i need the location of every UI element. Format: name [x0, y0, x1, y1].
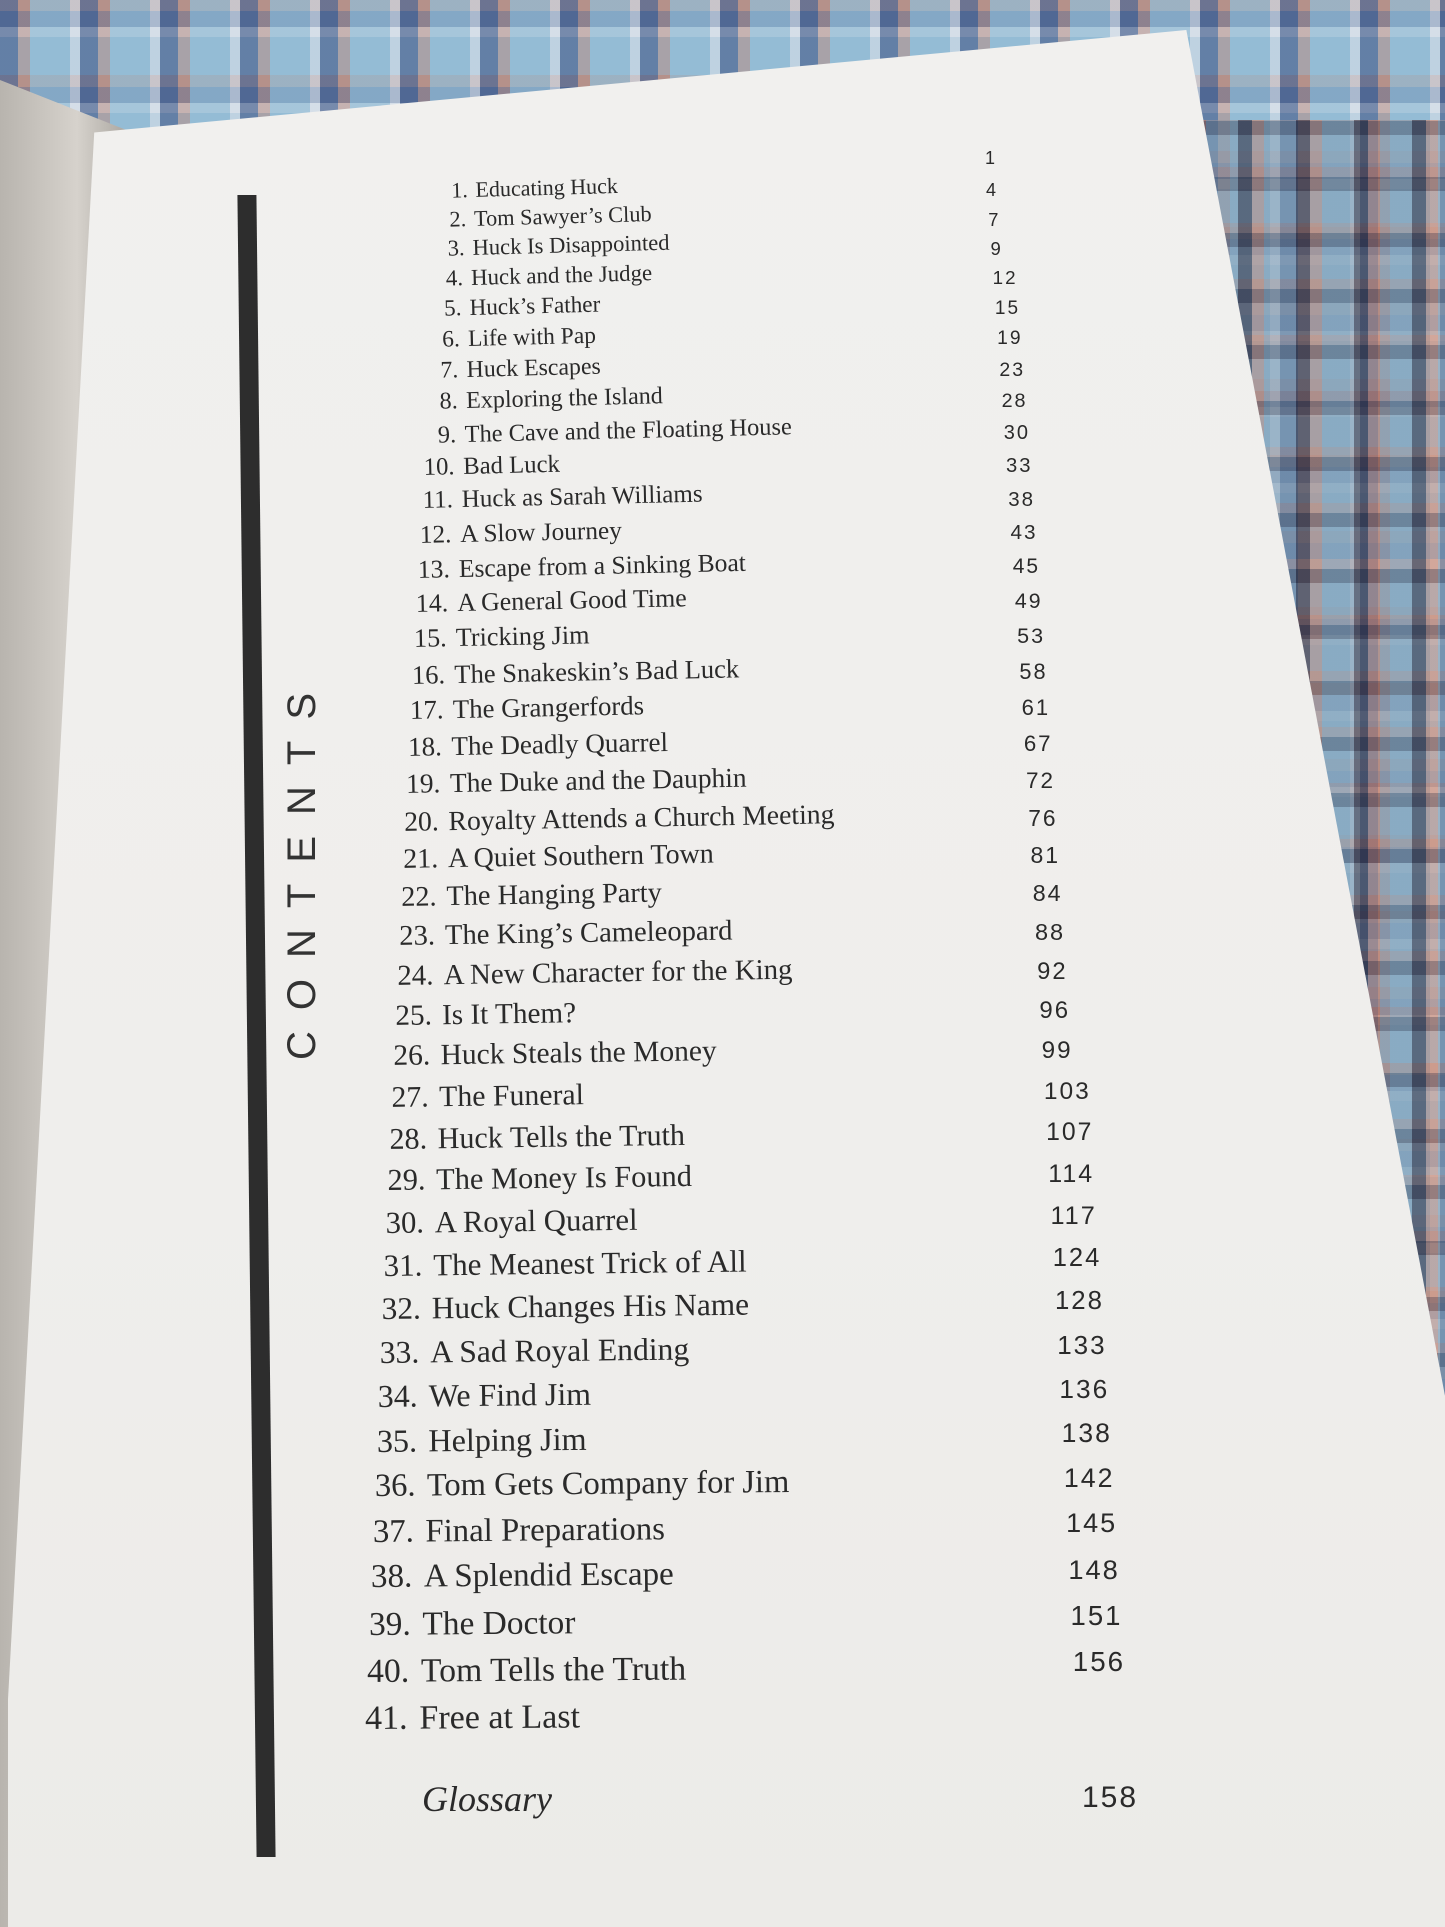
chapter-number: 26.	[393, 1039, 431, 1072]
toc-row	[433, 230, 670, 262]
toc-row	[419, 451, 560, 482]
toc-row	[410, 620, 590, 654]
chapter-title: Tom Gets Company for Jim	[426, 1464, 790, 1504]
chapter-number: 14.	[415, 588, 449, 619]
chapter-page-number: 136	[1059, 1374, 1110, 1405]
chapter-title: Huck’s Father	[469, 291, 601, 321]
chapter-page-number: 45	[1012, 554, 1041, 578]
chapter-page-number: 148	[1068, 1553, 1120, 1585]
chapter-number: 41.	[364, 1699, 408, 1737]
chapter-page-number: 88	[1034, 918, 1066, 945]
chapter-page-number: 99	[1041, 1037, 1073, 1065]
toc-row	[400, 798, 835, 838]
chapter-title: The Meanest Trick of All	[433, 1243, 748, 1283]
chapter-number: 24.	[396, 959, 434, 993]
chapter-title: Bad Luck	[462, 450, 560, 481]
chapter-number: 9.	[437, 420, 457, 449]
chapter-number: 1.	[450, 177, 469, 203]
chapter-title: A General Good Time	[456, 583, 687, 618]
chapter-number: 28.	[389, 1121, 428, 1156]
toc-row	[394, 915, 732, 953]
chapter-page-number: 84	[1032, 880, 1063, 907]
chapter-title: The Doctor	[422, 1604, 576, 1643]
chapter-page-number: 30	[1003, 422, 1031, 445]
toc-row	[391, 997, 577, 1033]
chapter-number: 23.	[398, 920, 435, 952]
toc-row	[417, 481, 702, 515]
chapter-title: The Duke and the Dauphin	[449, 762, 748, 798]
chapter-title: We Find Jim	[429, 1376, 592, 1414]
chapter-page-number: 38	[1008, 487, 1036, 511]
chapter-number: 4.	[445, 264, 464, 291]
chapter-page-number: 72	[1026, 767, 1056, 793]
chapter-number: 17.	[409, 694, 444, 726]
chapter-number: 32.	[381, 1290, 422, 1327]
chapter-title: A Sad Royal Ending	[430, 1331, 690, 1370]
toc-row	[362, 1650, 686, 1690]
chapter-title: The Grangerfords	[452, 690, 645, 725]
chapter-number: 11.	[422, 486, 454, 515]
chapter-title: Is It Them?	[441, 997, 577, 1032]
toc-row	[387, 1078, 584, 1115]
chapter-title: Huck as Sarah Williams	[461, 480, 703, 514]
toc-row	[360, 1698, 580, 1738]
chapter-number: 10.	[423, 453, 455, 482]
chapter-page-number: 117	[1050, 1201, 1097, 1230]
chapter-page-number: 7	[988, 208, 1001, 230]
glossary-label: Glossary	[422, 1779, 553, 1819]
chapter-number: 13.	[417, 553, 451, 584]
chapter-page-number: 49	[1014, 589, 1043, 614]
chapter-page-number: 96	[1039, 997, 1071, 1025]
chapter-page-number: 142	[1063, 1462, 1115, 1493]
chapter-number: 40.	[366, 1652, 410, 1690]
chapter-title: Tom Sawyer’s Club	[473, 200, 652, 231]
chapter-number: 19.	[406, 768, 441, 799]
toc-row	[383, 1159, 692, 1198]
chapter-page-number: 53	[1017, 623, 1046, 648]
toc-row	[437, 173, 618, 204]
chapter-number: 22.	[400, 881, 437, 914]
toc-row	[406, 691, 645, 727]
chapter-number: 30.	[385, 1205, 425, 1240]
chapter-page-number: 23	[999, 358, 1026, 381]
chapter-number: 15.	[413, 623, 447, 654]
chapter-title: A Splendid Escape	[423, 1556, 674, 1595]
chapter-number: 20.	[404, 805, 440, 837]
chapter-page-number: 12	[992, 267, 1018, 289]
chapter-page-number: 103	[1043, 1077, 1091, 1105]
toc-row	[429, 292, 601, 323]
chapter-page-number: 9	[990, 237, 1003, 259]
toc-row	[375, 1331, 690, 1371]
chapter-page-number: 15	[994, 297, 1021, 319]
chapter-page-number: 76	[1028, 804, 1058, 831]
chapter-page-number: 133	[1057, 1330, 1107, 1361]
chapter-title: Tricking Jim	[455, 620, 590, 653]
chapter-page-number: 43	[1010, 520, 1038, 544]
toc-row	[369, 1464, 789, 1505]
chapter-page-number: 33	[1006, 454, 1033, 477]
top-page-number: 1	[985, 148, 998, 168]
chapter-number: 34.	[378, 1378, 419, 1414]
chapter-title: Huck Is Disappointed	[472, 229, 670, 260]
chapter-number: 8.	[438, 388, 458, 416]
toc-row	[423, 384, 662, 417]
chapter-title: The Money Is Found	[436, 1159, 693, 1197]
contents-side-label: CONTENTS	[280, 672, 324, 1060]
toc-row	[431, 260, 653, 292]
toc-row	[427, 322, 597, 353]
chapter-title: A Royal Quarrel	[434, 1202, 638, 1239]
chapter-page-number: 61	[1021, 694, 1051, 720]
chapter-title: The Deadly Quarrel	[451, 726, 669, 761]
chapter-number: 12.	[419, 519, 452, 549]
chapter-page-number: 114	[1048, 1160, 1095, 1189]
chapter-title: Educating Huck	[475, 172, 619, 202]
toc-row	[368, 1511, 665, 1551]
chapter-number: 37.	[372, 1513, 414, 1550]
toc-row	[435, 201, 652, 233]
chapter-title: Huck Tells the Truth	[437, 1117, 686, 1156]
chapter-page-number: 92	[1037, 957, 1068, 985]
toc-row	[398, 838, 713, 875]
chapter-page-number: 67	[1023, 730, 1053, 756]
chapter-title: The King’s Cameleopard	[444, 915, 733, 952]
chapter-title: Final Preparations	[424, 1510, 665, 1550]
chapter-title: Royalty Attends a Church Meeting	[448, 798, 836, 837]
chapter-title: The Cave and the Floating House	[463, 412, 792, 448]
chapter-page-number: 145	[1066, 1508, 1118, 1539]
toc-row	[425, 353, 601, 384]
chapter-number: 33.	[379, 1334, 420, 1370]
chapter-title: Tom Tells the Truth	[420, 1650, 687, 1690]
chapter-title: Life with Pap	[468, 322, 597, 352]
toc-row	[414, 548, 747, 585]
toc-row	[389, 1035, 717, 1073]
toc-row	[385, 1118, 685, 1157]
toc-row	[366, 1557, 674, 1597]
chapter-page-number: 107	[1046, 1118, 1094, 1146]
chapter-title: Free at Last	[419, 1698, 581, 1737]
chapter-number: 18.	[408, 731, 443, 762]
chapter-title: Escape from a Sinking Boat	[458, 547, 747, 583]
chapter-title: The Snakeskin’s Bad Luck	[454, 652, 740, 689]
glossary-page-number: 158	[1082, 1781, 1139, 1814]
chapter-number: 16.	[411, 658, 446, 690]
chapter-title: A Slow Journey	[459, 516, 622, 548]
chapter-title: A Quiet Southern Town	[447, 838, 714, 875]
chapter-page-number: 81	[1030, 842, 1061, 869]
chapter-number: 38.	[370, 1559, 413, 1596]
toc-row	[379, 1244, 747, 1284]
chapter-title: Huck Steals the Money	[440, 1035, 717, 1072]
chapter-title: The Hanging Party	[445, 877, 662, 913]
chapter-number: 25.	[394, 999, 432, 1032]
chapter-title: A New Character for the King	[443, 953, 793, 992]
toc-row	[373, 1376, 591, 1414]
toc-row	[421, 413, 791, 450]
chapter-page-number: 156	[1072, 1646, 1126, 1678]
chapter-page-number: 151	[1070, 1599, 1123, 1631]
chapter-number: 7.	[440, 356, 460, 384]
chapter-page-number: 19	[997, 328, 1023, 349]
chapter-number: 31.	[383, 1247, 423, 1284]
toc-row	[371, 1421, 586, 1460]
chapter-title: Huck Escapes	[466, 353, 602, 383]
chapter-page-number: 4	[986, 180, 999, 201]
chapter-number: 39.	[368, 1605, 411, 1643]
chapter-title: Helping Jim	[427, 1421, 587, 1459]
chapter-page-number: 138	[1061, 1418, 1112, 1449]
toc-row	[377, 1287, 749, 1327]
toc-row	[404, 727, 669, 763]
chapter-title: Exploring the Island	[465, 383, 663, 415]
chapter-number: 29.	[387, 1162, 426, 1198]
toc-row	[364, 1604, 576, 1644]
chapter-title: The Funeral	[438, 1077, 585, 1113]
toc-row	[402, 762, 747, 799]
chapter-number: 21.	[402, 843, 438, 875]
toc-row	[408, 653, 740, 691]
chapter-page-number: 124	[1052, 1244, 1102, 1273]
toc-row	[381, 1202, 638, 1240]
chapter-page-number: 58	[1019, 659, 1048, 685]
chapter-number: 2.	[449, 205, 467, 232]
chapter-number: 35.	[376, 1422, 417, 1460]
toc-row	[396, 878, 661, 914]
chapter-number: 27.	[391, 1080, 429, 1114]
toc-row	[412, 583, 687, 619]
chapter-number: 3.	[447, 235, 466, 261]
chapter-page-number: 28	[1001, 390, 1028, 413]
chapter-title: Huck Changes His Name	[431, 1286, 750, 1326]
toc-row	[415, 516, 621, 550]
chapter-number: 36.	[374, 1467, 416, 1505]
chapter-page-number: 128	[1054, 1287, 1104, 1316]
toc-row	[392, 954, 792, 993]
chapter-number: 6.	[442, 325, 461, 353]
chapter-number: 5.	[444, 295, 463, 322]
chapter-title: Huck and the Judge	[470, 259, 653, 290]
